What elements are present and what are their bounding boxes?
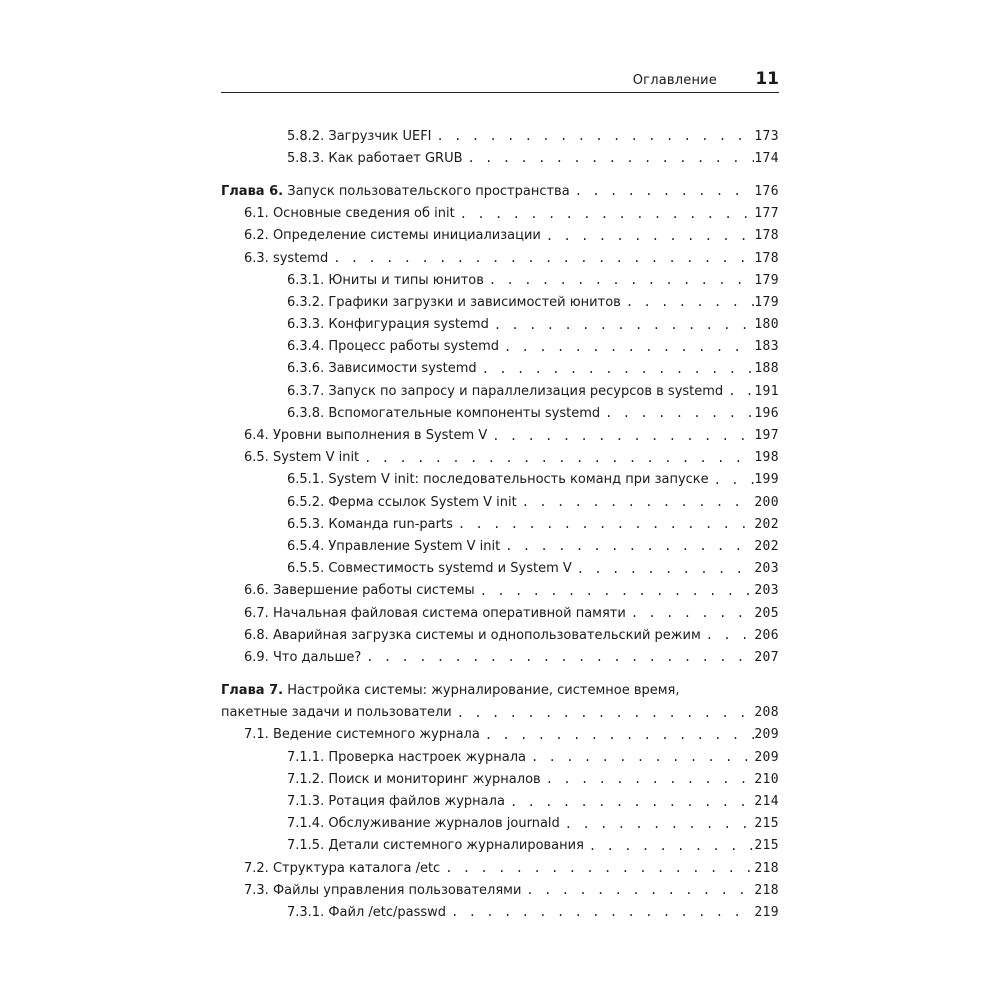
toc-entry-title: Совместимость systemd и System V bbox=[328, 561, 572, 577]
toc-entry-title: Как работает GRUB bbox=[328, 150, 463, 166]
toc-entry-title: System V init: последовательность команд при запуске bbox=[328, 472, 709, 488]
toc-entry-text bbox=[287, 838, 754, 853]
dot-leader bbox=[626, 606, 754, 620]
toc-entry-title-group bbox=[287, 750, 526, 765]
toc-entry-page: 191 bbox=[754, 383, 779, 399]
toc-entry-page: 179 bbox=[754, 294, 779, 310]
toc-entry-text bbox=[287, 129, 754, 144]
toc-entry-page: 196 bbox=[754, 405, 779, 421]
toc-entry-number: 6.3.3. bbox=[287, 317, 325, 333]
toc-entry bbox=[221, 402, 779, 424]
toc-entry bbox=[221, 203, 779, 225]
toc-entry-title: Проверка настроек журнала bbox=[328, 749, 526, 765]
toc-entry-title-group bbox=[244, 583, 475, 598]
toc-entry bbox=[221, 790, 779, 812]
toc-entry-number: 6.3.8. bbox=[287, 405, 325, 421]
toc-entry-page: 205 bbox=[754, 605, 779, 621]
toc-entry-page: 174 bbox=[754, 150, 779, 166]
page-number: 11 bbox=[755, 69, 779, 89]
toc-entry bbox=[221, 813, 779, 835]
toc-chapter-title-line1: Настройка системы: журналирование, системное время, bbox=[287, 683, 680, 699]
dot-leader bbox=[500, 539, 754, 553]
toc-entry-title: Файл /etc/passwd bbox=[328, 904, 447, 920]
toc-chapter-number: Глава 6. bbox=[221, 183, 284, 199]
toc-entry-number: 7.3. bbox=[244, 882, 269, 898]
dot-leader bbox=[584, 839, 754, 853]
toc-entry-text bbox=[221, 184, 754, 199]
toc-entry-title: Ротация файлов журнала bbox=[328, 794, 505, 810]
toc-entry-title-group bbox=[287, 561, 572, 576]
toc-entry bbox=[221, 125, 779, 147]
toc-entry-text bbox=[244, 206, 754, 221]
toc-entry-page: 176 bbox=[754, 183, 779, 199]
toc-entry-page: 206 bbox=[754, 627, 779, 643]
toc-entry-title: Управление System V init bbox=[328, 538, 501, 554]
toc-entry-title-group bbox=[287, 539, 500, 554]
toc-entry-number: 7.1. bbox=[244, 727, 269, 743]
toc-entry bbox=[221, 513, 779, 535]
toc-entry-title-group bbox=[287, 905, 446, 920]
toc-entry-number: 7.1.3. bbox=[287, 794, 325, 810]
toc-entry-title: Структура каталога /etc bbox=[272, 860, 441, 876]
toc-entry-page: 214 bbox=[754, 794, 779, 810]
toc-entry-number: 6.7. bbox=[244, 605, 269, 621]
toc-entry-title: Начальная файловая система оперативной памяти bbox=[272, 605, 626, 621]
toc-entry-page: 215 bbox=[754, 816, 779, 832]
toc-entry-text bbox=[287, 816, 754, 831]
toc-entry-title: Обслуживание журналов journald bbox=[328, 816, 560, 832]
toc-entry-title-group bbox=[244, 206, 455, 221]
toc-entry-text bbox=[287, 317, 754, 332]
toc-entry-text bbox=[287, 151, 754, 166]
toc-entry-text bbox=[287, 472, 754, 487]
toc-entry-title-group bbox=[244, 650, 361, 665]
toc-entry bbox=[221, 314, 779, 336]
toc-entry bbox=[221, 624, 779, 646]
toc-entry-number: 6.3.4. bbox=[287, 339, 325, 355]
toc-entry-page: 218 bbox=[754, 882, 779, 898]
toc-entry-number: 6.3.6. bbox=[287, 361, 325, 377]
toc-entry bbox=[221, 558, 779, 580]
toc-entry-title: Загрузчик UEFI bbox=[328, 128, 432, 144]
toc-entry-page: 215 bbox=[754, 838, 779, 854]
toc-entry-text bbox=[287, 517, 754, 532]
toc-entry bbox=[221, 424, 779, 446]
toc-entry-page: 218 bbox=[754, 860, 779, 876]
dot-leader bbox=[463, 151, 755, 165]
toc-entry-text bbox=[244, 228, 754, 243]
toc-entry-page: 203 bbox=[754, 583, 779, 599]
toc-entry-number: 7.1.2. bbox=[287, 771, 325, 787]
toc-entry-number: 6.4. bbox=[244, 428, 269, 444]
toc-entry bbox=[221, 724, 779, 746]
toc-entry bbox=[221, 147, 779, 169]
toc-entry-text bbox=[287, 905, 754, 920]
toc-entry-title-group bbox=[287, 472, 709, 487]
toc-entry-title-group bbox=[287, 151, 463, 166]
toc-entry-page: 199 bbox=[754, 472, 779, 488]
dot-leader bbox=[600, 406, 754, 420]
toc-entry-title-group bbox=[287, 273, 484, 288]
toc-entry-text bbox=[287, 750, 754, 765]
toc-entry-page: 207 bbox=[754, 649, 779, 665]
toc-entry-number: 5.8.2. bbox=[287, 128, 325, 144]
toc-entry-page: 209 bbox=[754, 749, 779, 765]
toc-entry-title-group bbox=[287, 816, 560, 831]
toc-entry-page: 210 bbox=[754, 771, 779, 787]
dot-leader bbox=[484, 273, 754, 287]
toc-entry-number: 6.3. bbox=[244, 250, 269, 266]
toc-entry bbox=[221, 269, 779, 291]
toc-entry-number: 5.8.3. bbox=[287, 150, 325, 166]
toc-entry bbox=[221, 602, 779, 624]
toc-entry-text bbox=[221, 705, 754, 720]
toc-entry bbox=[221, 291, 779, 313]
toc-entry-number: 7.1.1. bbox=[287, 749, 325, 765]
toc-entry-number: 6.5.4. bbox=[287, 538, 325, 554]
dot-leader bbox=[621, 295, 755, 309]
toc-chapter-number: Глава 7. bbox=[221, 683, 284, 699]
toc-entry bbox=[221, 380, 779, 402]
toc-entry bbox=[221, 247, 779, 269]
toc-entry-text bbox=[287, 361, 754, 376]
toc-entry-title-group bbox=[244, 428, 487, 443]
dot-leader bbox=[480, 728, 754, 742]
toc-entry-title-group bbox=[221, 184, 570, 199]
toc-entry-page: 188 bbox=[754, 361, 779, 377]
toc-entry-page: 173 bbox=[754, 128, 779, 144]
toc-entry-number: 6.3.2. bbox=[287, 294, 325, 310]
toc-entry-page: 202 bbox=[754, 516, 779, 532]
toc-entry bbox=[221, 835, 779, 857]
toc-entry-number: 6.5.3. bbox=[287, 516, 325, 532]
dot-leader bbox=[440, 861, 754, 875]
dot-leader bbox=[541, 229, 754, 243]
dot-leader bbox=[505, 795, 754, 809]
dot-leader bbox=[477, 362, 755, 376]
toc-entry-title: Основные сведения об init bbox=[272, 206, 455, 222]
toc-entry-text bbox=[244, 428, 754, 443]
toc-entry-text bbox=[287, 539, 754, 554]
toc-entry-number: 6.6. bbox=[244, 583, 269, 599]
toc-entry bbox=[221, 535, 779, 557]
dot-leader bbox=[359, 451, 754, 465]
toc-entry-title-group bbox=[287, 772, 541, 787]
toc-entry-text bbox=[287, 384, 754, 399]
toc-entry-title-group bbox=[244, 606, 626, 621]
toc-entry-title-group bbox=[287, 495, 517, 510]
toc-entry bbox=[221, 857, 779, 879]
toc-entry-number: 7.1.5. bbox=[287, 838, 325, 854]
toc-entry-title-group bbox=[244, 861, 440, 876]
dot-leader bbox=[361, 650, 754, 664]
dot-leader bbox=[475, 584, 755, 598]
toc-entry-title-group bbox=[287, 517, 453, 532]
toc-entry-title-group bbox=[244, 450, 359, 465]
toc-entry-title: Детали системного журналирования bbox=[328, 838, 584, 854]
toc-entry-text bbox=[287, 561, 754, 576]
toc-entry-title: Команда run-parts bbox=[328, 516, 453, 532]
toc-entry-title: Зависимости systemd bbox=[328, 361, 477, 377]
dot-leader bbox=[526, 750, 754, 764]
dot-leader bbox=[328, 251, 754, 265]
table-of-contents bbox=[221, 125, 779, 924]
toc-chapter-title-line2: пакетные задачи и пользователи bbox=[221, 705, 452, 721]
toc-entry-title-group bbox=[287, 129, 432, 144]
toc-entry-title-group bbox=[244, 883, 521, 898]
toc-chapter-entry-continued bbox=[221, 702, 779, 724]
toc-entry-title: System V init bbox=[272, 450, 360, 466]
toc-entry-title: Конфигурация systemd bbox=[328, 317, 489, 333]
toc-entry bbox=[221, 879, 779, 901]
toc-entry-page: 198 bbox=[754, 450, 779, 466]
toc-entry-title-group bbox=[287, 384, 723, 399]
toc-entry-number: 6.3.7. bbox=[287, 383, 325, 399]
dot-leader bbox=[517, 495, 755, 509]
toc-entry-title-group bbox=[287, 361, 477, 376]
toc-entry-number: 7.3.1. bbox=[287, 904, 325, 920]
toc-chapter-entry bbox=[221, 680, 779, 702]
toc-entry-title-group bbox=[244, 251, 328, 266]
dot-leader bbox=[487, 429, 754, 443]
toc-entry-page: 177 bbox=[754, 206, 779, 222]
toc-entry-page: 180 bbox=[754, 317, 779, 333]
toc-entry-title: Завершение работы системы bbox=[272, 583, 475, 599]
toc-entry-title-group bbox=[287, 295, 621, 310]
toc-entry-number: 6.9. bbox=[244, 649, 269, 665]
toc-entry-title: Запуск пользовательского пространства bbox=[287, 183, 570, 199]
dot-leader bbox=[701, 628, 755, 642]
toc-entry bbox=[221, 746, 779, 768]
dot-leader bbox=[455, 207, 755, 221]
toc-entry-page: 183 bbox=[754, 339, 779, 355]
toc-entry-page: 202 bbox=[754, 538, 779, 554]
toc-entry bbox=[221, 336, 779, 358]
dot-leader bbox=[432, 129, 755, 143]
toc-entry-title-group bbox=[287, 794, 505, 809]
toc-entry-page: 209 bbox=[754, 727, 779, 743]
dot-leader bbox=[452, 706, 755, 720]
toc-entry-title: Ведение системного журнала bbox=[272, 727, 480, 743]
toc-entry-text bbox=[244, 883, 754, 898]
toc-entry-number: 7.1.4. bbox=[287, 816, 325, 832]
toc-entry-title-group bbox=[244, 628, 701, 643]
dot-leader bbox=[499, 340, 754, 354]
toc-entry-title: Ферма ссылок System V init bbox=[328, 494, 517, 510]
toc-entry-title: Вспомогательные компоненты systemd bbox=[328, 405, 601, 421]
toc-entry-text bbox=[287, 406, 754, 421]
toc-entry-page: 208 bbox=[754, 705, 779, 721]
toc-entry-title: systemd bbox=[272, 250, 329, 266]
toc-entry-page: 197 bbox=[754, 428, 779, 444]
toc-entry bbox=[221, 469, 779, 491]
toc-entry-page: 203 bbox=[754, 561, 779, 577]
toc-entry-number: 6.5. bbox=[244, 450, 269, 466]
toc-entry-title-group bbox=[287, 339, 499, 354]
toc-entry-title: Процесс работы systemd bbox=[328, 339, 500, 355]
toc-chapter-entry bbox=[221, 180, 779, 202]
toc-entry-text bbox=[287, 772, 754, 787]
toc-entry-page: 178 bbox=[754, 250, 779, 266]
toc-entry-text bbox=[287, 273, 754, 288]
toc-entry-text bbox=[287, 495, 754, 510]
toc-entry-number: 7.2. bbox=[244, 860, 269, 876]
toc-entry-text bbox=[244, 650, 754, 665]
toc-entry bbox=[221, 225, 779, 247]
toc-entry-page: 179 bbox=[754, 272, 779, 288]
toc-entry-number: 6.2. bbox=[244, 228, 269, 244]
toc-entry-text bbox=[287, 339, 754, 354]
dot-leader bbox=[570, 184, 755, 198]
toc-entry-title-group bbox=[287, 838, 584, 853]
toc-entry-number: 6.3.1. bbox=[287, 272, 325, 288]
toc-entry-title: Уровни выполнения в System V bbox=[272, 428, 488, 444]
toc-entry-number: 6.1. bbox=[244, 206, 269, 222]
toc-entry bbox=[221, 491, 779, 513]
toc-entry-title: Запуск по запросу и параллелизация ресурсов в systemd bbox=[328, 383, 724, 399]
dot-leader bbox=[723, 384, 754, 398]
dot-leader bbox=[489, 318, 754, 332]
toc-entry-title: Файлы управления пользователями bbox=[272, 882, 522, 898]
toc-entry-title-group bbox=[244, 228, 541, 243]
toc-entry-title: Юниты и типы юнитов bbox=[328, 272, 484, 288]
toc-entry-number: 6.5.5. bbox=[287, 561, 325, 577]
toc-entry-text bbox=[244, 861, 754, 876]
toc-entry-page: 219 bbox=[754, 904, 779, 920]
toc-entry bbox=[221, 447, 779, 469]
toc-entry-text bbox=[244, 251, 754, 266]
toc-entry-title: Графики загрузки и зависимостей юнитов bbox=[328, 294, 621, 310]
toc-entry-title: Поиск и мониторинг журналов bbox=[328, 771, 541, 787]
dot-leader bbox=[572, 562, 755, 576]
toc-entry-title: Аварийная загрузка системы и однопользовательский режим bbox=[272, 627, 701, 643]
dot-leader bbox=[521, 883, 754, 897]
running-header-section-title: Оглавление bbox=[632, 73, 717, 88]
toc-entry-page: 178 bbox=[754, 228, 779, 244]
dot-leader bbox=[446, 905, 754, 919]
toc-entry-text bbox=[287, 295, 754, 310]
dot-leader bbox=[709, 473, 755, 487]
toc-entry bbox=[221, 901, 779, 923]
toc-entry-text bbox=[244, 450, 754, 465]
toc-entry bbox=[221, 646, 779, 668]
toc-entry-number: 6.8. bbox=[244, 627, 269, 643]
toc-entry-number: 6.5.1. bbox=[287, 472, 325, 488]
toc-entry-page: 200 bbox=[754, 494, 779, 510]
toc-entry-title-group bbox=[287, 317, 489, 332]
toc-entry-text bbox=[287, 794, 754, 809]
running-header bbox=[221, 66, 779, 93]
dot-leader bbox=[560, 817, 755, 831]
toc-entry-text bbox=[244, 727, 754, 742]
toc-entry-number: 6.5.2. bbox=[287, 494, 325, 510]
toc-entry-title-group bbox=[244, 727, 480, 742]
dot-leader bbox=[453, 517, 754, 531]
toc-entry-title: Определение системы инициализации bbox=[272, 228, 541, 244]
dot-leader bbox=[541, 772, 755, 786]
toc-entry-title-group bbox=[287, 406, 600, 421]
toc-entry bbox=[221, 580, 779, 602]
toc-entry-text bbox=[244, 583, 754, 598]
toc-entry bbox=[221, 358, 779, 380]
toc-entry bbox=[221, 768, 779, 790]
toc-entry-title: Что дальше? bbox=[272, 649, 362, 665]
toc-entry-text bbox=[244, 606, 754, 621]
toc-entry-text bbox=[244, 628, 754, 643]
